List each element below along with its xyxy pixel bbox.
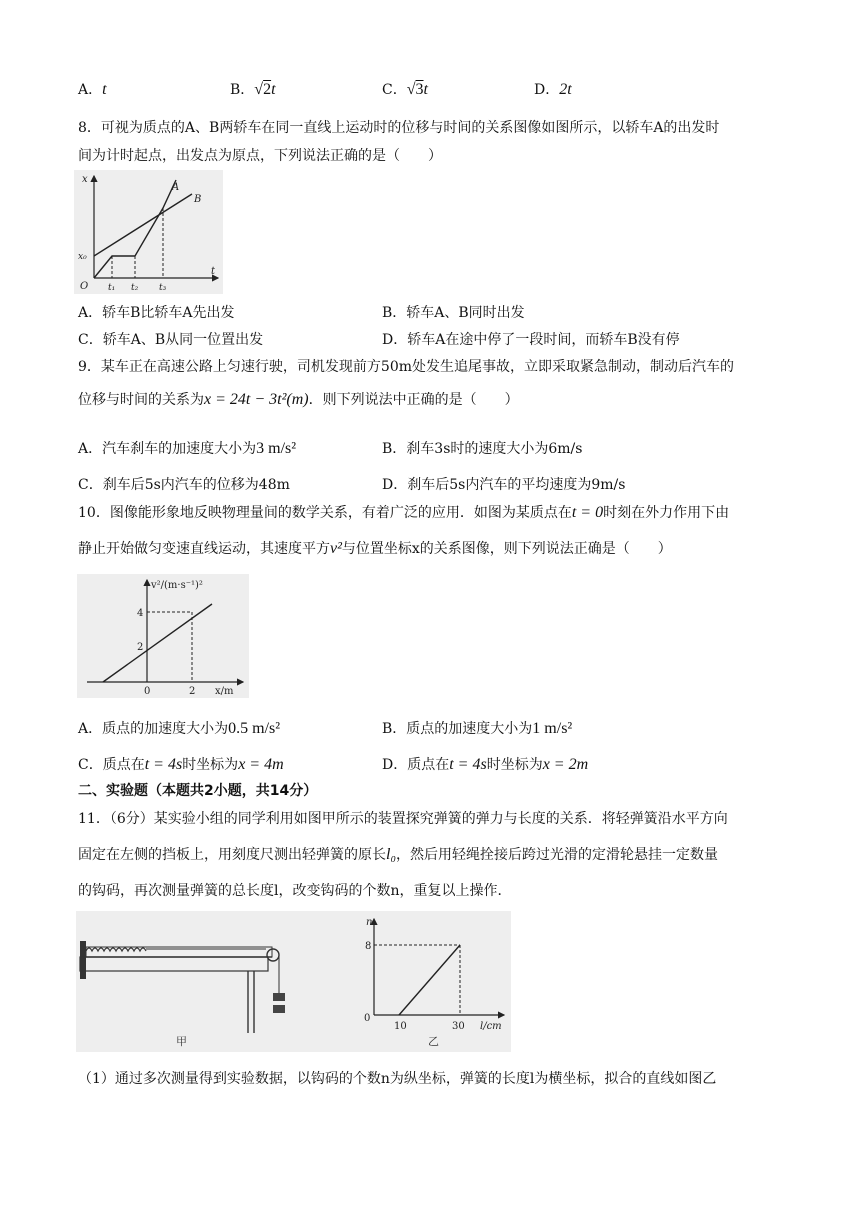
q10-option-b: B．质点的加速度大小为1 m/s² [382, 720, 573, 737]
q11-y-tick-8: 8 [365, 941, 372, 952]
q11-origin: 0 [364, 1013, 371, 1024]
q7-option-b: B．√2t [230, 81, 276, 98]
q8-y-label: x [82, 174, 88, 185]
q8-stem-line1: 8．可视为质点的A、B两轿车在同一直线上运动时的位移与时间的关系图像如图所示，以轿车A的出发时 [78, 120, 720, 136]
q10-figure [77, 574, 249, 698]
q7-option-d: D．2t [534, 81, 572, 98]
q10-y-tick-4: 4 [137, 608, 144, 619]
q11-x-label: l/cm [480, 1021, 502, 1032]
q7-option-a: A．t [78, 81, 107, 98]
q11-pulley [267, 949, 279, 961]
q10-stem-line1: 10．图像能形象地反映物理量间的数学关系，有着广泛的应用．如图为某质点在t = 0时刻在外力作用下由 [78, 504, 730, 521]
q8-figure [74, 170, 223, 294]
q10-option-d: D．质点在t = 4s时坐标为x = 2m [382, 756, 589, 773]
q11-y-label: n [366, 917, 373, 928]
q8-stem-line2: 间为计时起点，出发点为原点，下列说法正确的是（ ） [78, 148, 442, 164]
q11-stem-line1: 11．（6分）某实验小组的同学利用如图甲所示的装置探究弹簧的弹力与长度的关系．将轻弹簧沿水平方向 [78, 811, 728, 827]
q9-stem-line2: 位移与时间的关系为x = 24t − 3t²(m)．则下列说法中正确的是（ ） [78, 391, 519, 408]
q10-v2x-graph [77, 574, 249, 698]
q8-t1-label: t₁ [108, 283, 116, 293]
q9-stem-line1: 9．某车正在高速公路上匀速行驶，司机发现前方50m处发生追尾事故，立即采取紧急制动，制动后汽车的 [78, 359, 735, 375]
q10-x-label: x/m [215, 686, 234, 697]
q8-origin-label: O [80, 281, 89, 292]
q11-weight-2 [273, 1005, 285, 1013]
q11-fit-line [399, 945, 460, 1015]
q11-apparatus [80, 941, 285, 1048]
q11-x-tick-10: 10 [394, 1021, 407, 1032]
q9-option-d: D．刹车后5s内汽车的平均速度为9m/s [382, 477, 626, 493]
q9-option-b: B．刹车3s时的速度大小为6m/s [382, 441, 583, 457]
q11-spring [86, 948, 146, 951]
q9-option-a: A．汽车刹车的加速度大小为3 m/s² [78, 440, 297, 457]
q10-option-a: A．质点的加速度大小为0.5 m/s² [78, 720, 281, 737]
q8-t3-label: t₃ [159, 283, 167, 293]
q11-stem-line2: 固定在左侧的挡板上，用刻度尺测出轻弹簧的原长l₀，然后用轻绳拴接后跨过光滑的定滑轮悬挂一定数量 [78, 846, 719, 863]
q10-x-tick-0: 0 [144, 686, 151, 697]
q10-x-tick-2: 2 [189, 686, 196, 697]
q8-option-c: C．轿车A、B从同一位置出发 [78, 332, 264, 348]
q11-ruler [80, 957, 268, 971]
q11-apparatus-and-graph [76, 911, 511, 1052]
q11-stem-line3: 的钩码，再次测量弹簧的总长度l，改变钩码的个数n，重复以上操作． [78, 883, 512, 899]
q10-option-c: C．质点在t = 4s时坐标为x = 4m [78, 756, 284, 773]
q11-x-tick-30: 30 [452, 1021, 465, 1032]
q9-formula: x = 24t − 3t²(m) [204, 391, 309, 408]
q10-line [103, 604, 212, 682]
q11-label-yi: 乙 [428, 1035, 439, 1048]
q10-stem-line2: 静止开始做匀变速直线运动，其速度平方v²与位置坐标x的关系图像，则下列说法正确是（ ） [78, 540, 672, 557]
q7-option-c: C．√3t [382, 81, 428, 98]
q8-line-a-label: A [172, 182, 180, 193]
q11-figure [76, 911, 511, 1052]
q11-label-jia: 甲 [176, 1035, 187, 1048]
q8-line-b-label: B [194, 194, 202, 205]
q10-y-label: v²/(m·s⁻¹)² [151, 580, 203, 591]
q8-option-b: B．轿车A、B同时出发 [382, 305, 525, 321]
q8-x-label: t [211, 266, 216, 277]
q11-sub1: （1）通过多次测量得到实验数据，以钩码的个数n为纵坐标，弹簧的长度l为横坐标，拟合的直线如图乙 [78, 1071, 717, 1087]
q8-xt-graph [74, 170, 223, 294]
q11-weight-1 [273, 993, 285, 1001]
q8-option-a: A．轿车B比轿车A先出发 [78, 305, 235, 321]
q11-baffle [80, 941, 86, 979]
q11-graph [364, 917, 504, 1048]
q8-line-b [94, 194, 192, 256]
q8-t2-label: t₂ [131, 283, 139, 293]
q8-option-d: D．轿车A在途中停了一段时间，而轿车B没有停 [382, 332, 680, 348]
q9-option-c: C．刹车后5s内汽车的位移为48m [78, 477, 290, 493]
q8-x0-label: x₀ [78, 252, 87, 262]
section2-title: 二、实验题（本题共2小题，共14分） [78, 783, 318, 799]
q10-y-tick-2: 2 [137, 642, 144, 653]
